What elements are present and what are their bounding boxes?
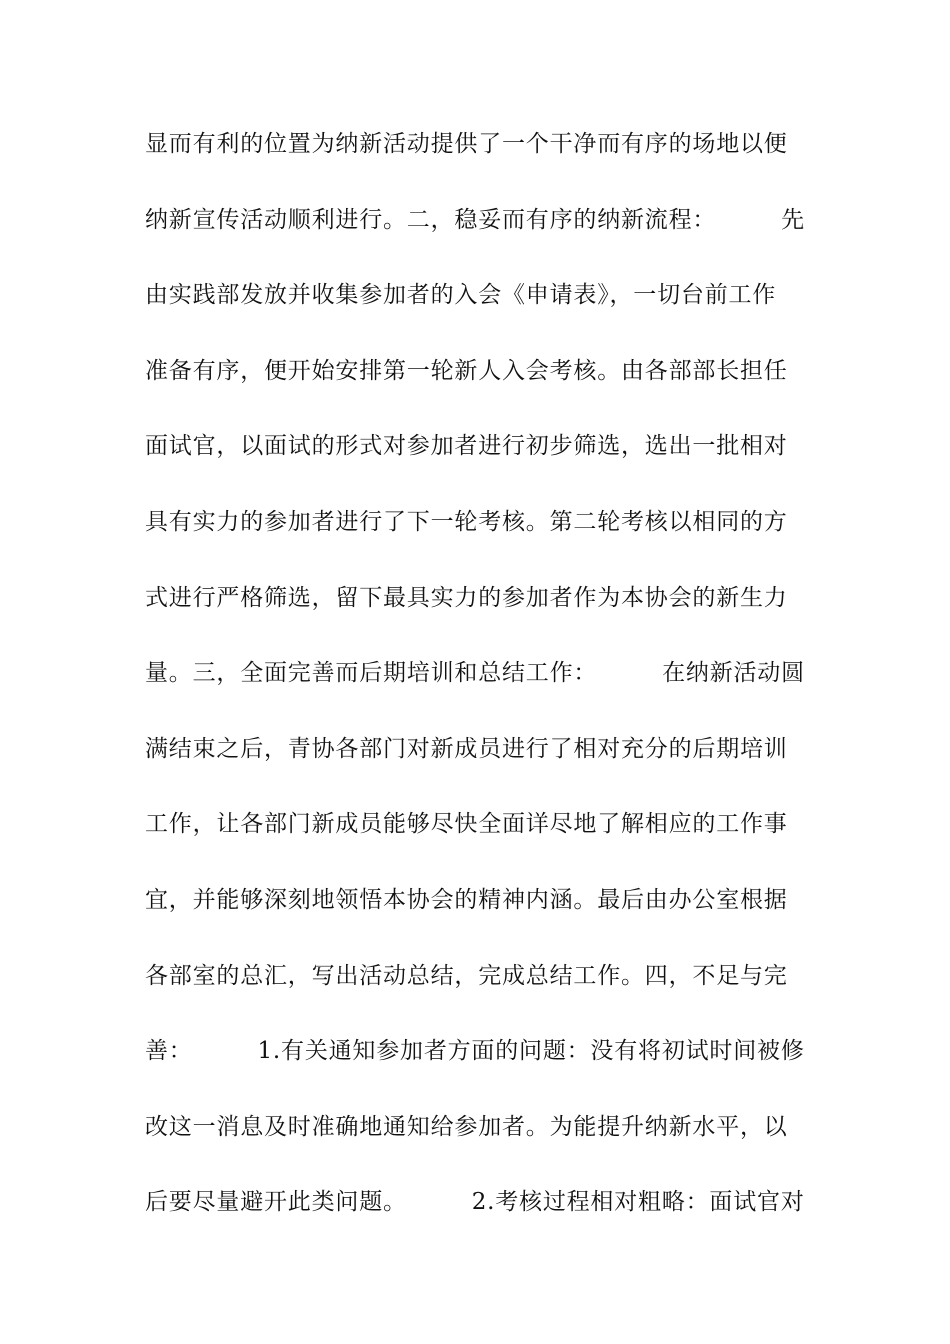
text-line: 量。三，全面完善而后期培训和总结工作： 在纳新活动圆: [145, 660, 805, 687]
text-line: 显而有利的位置为纳新活动提供了一个干净而有序的场地以便: [145, 131, 788, 157]
text-line: 工作，让各部门新成员能够尽快全面详尽地了解相应的工作事: [145, 811, 788, 838]
document-body: [145, 128, 805, 1262]
text-line: 满结束之后，青协各部门对新成员进行了相对充分的后期培训: [145, 735, 788, 762]
text-line: 改这一消息及时准确地通知给参加者。为能提升纳新水平，以: [145, 1113, 788, 1140]
text-line: 后要尽量避开此类问题。 2.考核过程相对粗略：面试官对: [145, 1189, 805, 1216]
text-line: 准备有序，便开始安排第一轮新人入会考核。由各部部长担任: [145, 357, 788, 384]
text-line: 宜，并能够深刻地领悟本协会的精神内涵。最后由办公室根据: [145, 886, 788, 913]
text-line: 由实践部发放并收集参加者的入会《申请表》，一切台前工作: [145, 282, 777, 309]
text-line: 面试官，以面试的形式对参加者进行初步筛选，选出一批相对: [145, 433, 788, 460]
text-line: 具有实力的参加者进行了下一轮考核。第二轮考核以相同的方: [145, 508, 788, 535]
text-line: 纳新宣传活动顺利进行。二，稳妥而有序的纳新流程： 先: [145, 206, 805, 233]
text-line: 式进行严格筛选，留下最具实力的参加者作为本协会的新生力: [145, 584, 788, 611]
text-line: 善： 1.有关通知参加者方面的问题：没有将初试时间被修: [145, 1038, 805, 1065]
text-line: 各部室的总汇，写出活动总结，完成总结工作。四，不足与完: [145, 962, 788, 989]
